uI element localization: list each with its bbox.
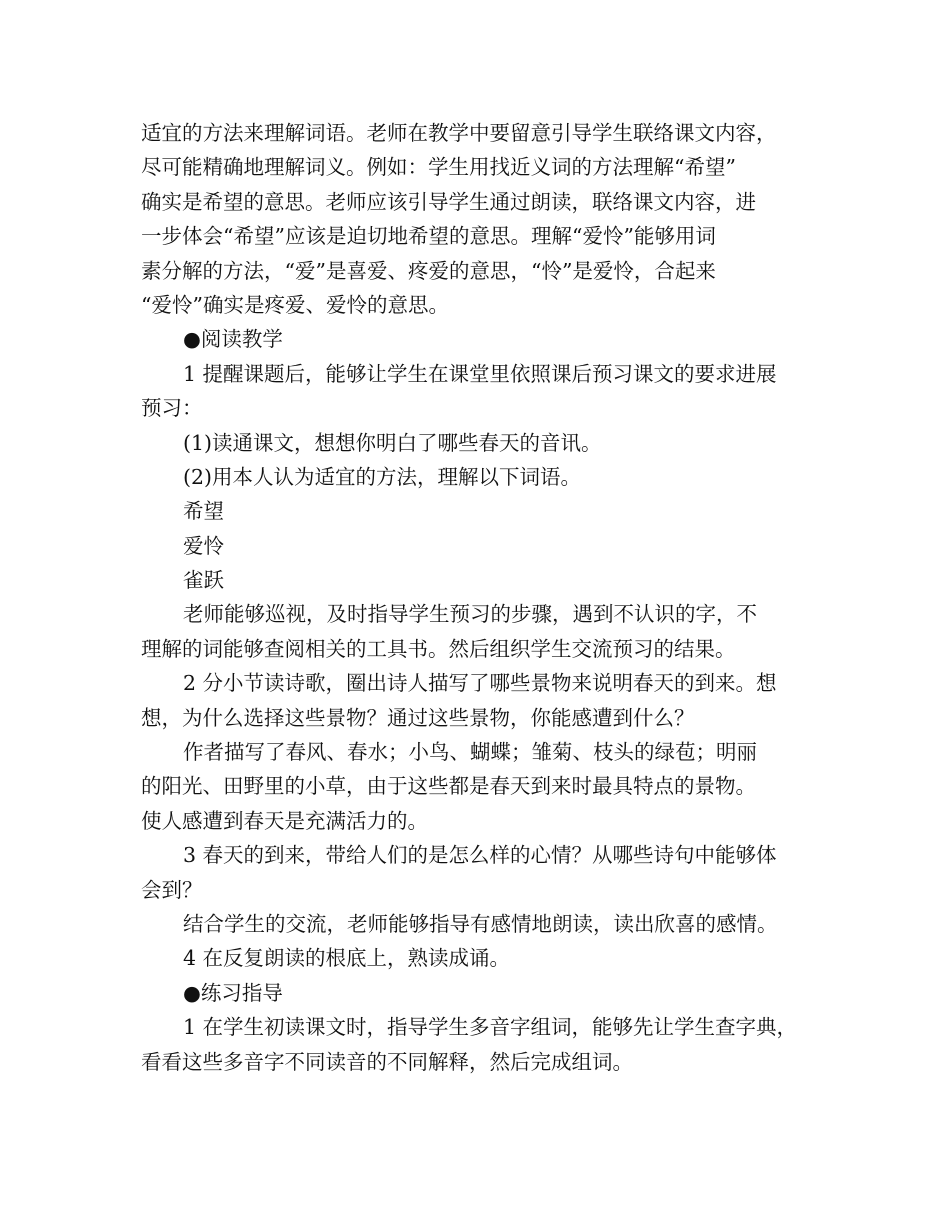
text-line: 2 分小节读诗歌，圈出诗人描写了哪些景物来说明春天的到来。想 — [183, 671, 777, 696]
text-line: 结合学生的交流，老师能够指导有感情地朗读，读出欣喜的感情。 — [183, 911, 778, 936]
vocab-item: 雀跃 — [183, 568, 224, 593]
text-line: 老师能够巡视，及时指导学生预习的步骤，遇到不认识的字，不 — [183, 602, 757, 627]
text-line: 作者描写了春风、春水；小鸟、蝴蝶；雏菊、枝头的绿苞；明丽 — [183, 740, 757, 765]
text-line: (2)用本人认为适宜的方法，理解以下词语。 — [183, 464, 582, 489]
text-line: “爱怜”确实是疼爱、爱怜的意思。 — [141, 292, 449, 317]
text-line: 一步体会“希望”应该是迫切地希望的意思。理解“爱怜”能够用词 — [141, 224, 716, 249]
text-line: 确实是希望的意思。老师应该引导学生通过朗读，联络课文内容，进 — [141, 189, 756, 214]
section-heading-reading: ●阅读教学 — [183, 327, 283, 352]
text-line: 1 在学生初读课文时，指导学生多音字组词，能够先让学生查字典， — [183, 1015, 798, 1040]
document-page — [141, 116, 821, 1079]
text-line: 会到？ — [141, 877, 203, 902]
text-line: 理解的词能够查阅相关的工具书。然后组织学生交流预习的结果。 — [141, 636, 736, 661]
text-line: 看看这些多音字不同读音的不同解释，然后完成组词。 — [141, 1049, 633, 1074]
text-line: 素分解的方法，“爱”是喜爱、疼爱的意思，“怜”是爱怜，合起来 — [141, 258, 716, 283]
text-line: 使人感遭到春天是充满活力的。 — [141, 808, 428, 833]
text-line: 的阳光、田野里的小草，由于这些都是春天到来时最具特点的景物。 — [141, 774, 756, 799]
text-line: 想，为什么选择这些景物？通过这些景物，你能感遭到什么？ — [141, 705, 695, 730]
text-line: 尽可能精确地理解词义。例如：学生用找近义词的方法理解“希望” — [141, 155, 736, 180]
text-line: 4 在反复朗读的根底上，熟读成诵。 — [183, 946, 511, 971]
vocab-item: 希望 — [183, 499, 224, 524]
vocab-item: 爱怜 — [183, 533, 224, 558]
section-heading-exercise: ●练习指导 — [183, 980, 283, 1005]
text-line: 3 春天的到来，带给人们的是怎么样的心情？从哪些诗句中能够体 — [183, 843, 777, 868]
text-line: 适宜的方法来理解词语。老师在教学中要留意引导学生联络课文内容， — [141, 121, 777, 145]
text-line: 1 提醒课题后，能够让学生在课堂里依照课后预习课文的要求进展 — [183, 361, 777, 386]
text-line: 预习： — [141, 396, 203, 421]
text-line: (1)读通课文，想想你明白了哪些春天的音讯。 — [183, 430, 602, 455]
